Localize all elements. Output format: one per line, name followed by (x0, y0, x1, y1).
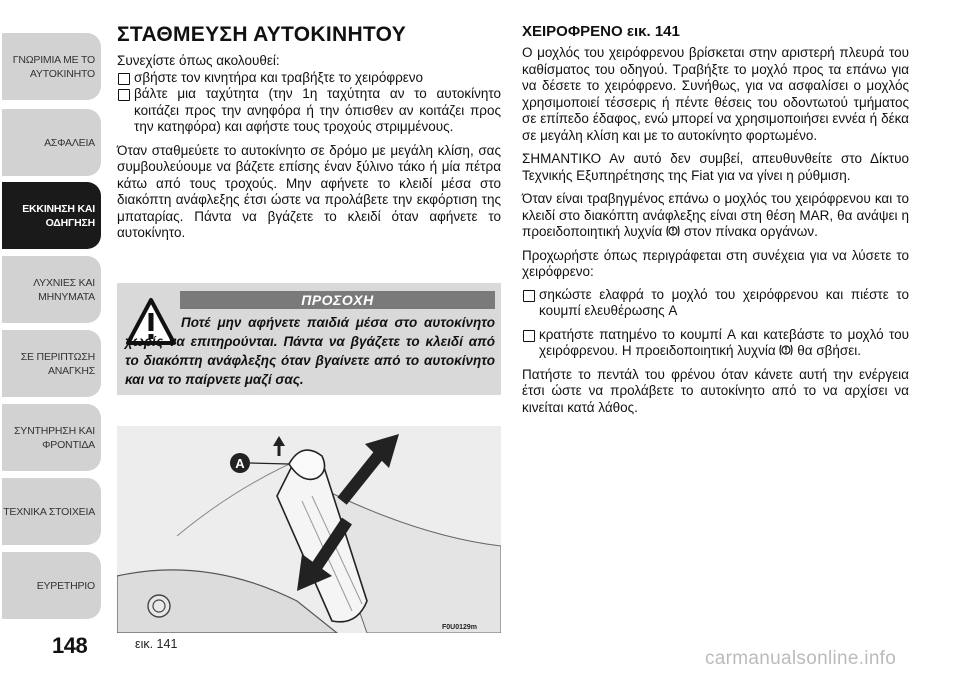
sidebar-tab-label: ΕΚΚΙΝΗΣΗ ΚΑΙ ΟΔΗΓΗΣΗ (22, 202, 95, 229)
sidebar-tab-emergency[interactable] (2, 330, 101, 397)
callout-a-label: A (235, 456, 245, 471)
warning-text: Ποτέ μην αφήνετε παιδιά μέσα στο αυτοκίνητο χωρίς να επιτηρούνται. Πάντα να βγάζετε το κλειδί από το διακόπτη ανάφλεξης όταν βγαίνετε από το αυτοκίνητο και να το παίρνετε μαζί σας. (125, 315, 495, 387)
sidebar-tab-label: ΛΥΧΝΙΕΣ ΚΑΙ ΜΗΝΥΜΑΤΑ (33, 276, 95, 303)
important-note: ΣΗΜΑΝΤΙΚΟ Αν αυτό δεν συμβεί, απευθυνθείτε στο Δίκτυο Τεχνικής Εξυπηρέτησης της Fiat για να γίνει η ρύθμιση. (522, 151, 909, 183)
figure-caption: εικ. 141 (135, 637, 178, 651)
body-paragraph: Ο μοχλός του χειρόφρενου βρίσκεται στην αριστερή πλευρά του καθίσματος του οδηγού. Τραβήξτε το μοχλό προς τα επάνω για να δέσετε το χειρόφρενο. Συνήθως, για να ασφαλίσει ο μοχλός χρησιμοποιεί τέσσερις ή πέντε θέσεις του οδοντωτού τμήματος σε επίπεδο έδαφος, ενώ μπορεί να χρησιμοποιήσει εννέα ή δέκα σε μεγάλη κλίση και με το αυτοκίνητο φορτωμένο. (522, 45, 909, 143)
sidebar-tab-label: ΓΝΩΡΙΜΙΑ ΜΕ ΤΟ ΑΥΤΟΚΙΝΗΤΟ (12, 53, 95, 80)
section-title-handbrake: ΧΕΙΡΟΦΡΕΝΟ εικ. 141 (522, 23, 680, 40)
warning-header: ΠΡΟΣΟΧΗ (180, 291, 495, 309)
body-paragraph: Πατήστε το πεντάλ του φρένου όταν κάνετε αυτή την ενέργεια έτσι ώστε να προλάβετε το αυτοκίνητο από το να αρχίσει να κινείται κατά λάθος. (522, 366, 909, 415)
sidebar-tab-label: ΣΕ ΠΕΡΙΠΤΩΣΗ ΑΝΑΓΚΗΣ (20, 350, 95, 377)
page-number: 148 (52, 633, 88, 658)
figure-code: F0U0129m (442, 624, 478, 631)
body-paragraph: Όταν σταθμεύετε το αυτοκίνητο σε δρόμο με μεγάλη κλίση, σας συμβουλεύουμε να βάζετε επίσης έναν ξύλινο τάκο ή μία πέτρα κάτω από τους τροχούς. Μην αφήνετε το κλειδί μέσα στο διακόπτη ανάφλεξης έτσι ώστε να προλάβετε την εκφόρτιση της μπαταρίας. Πάντα να βγάζετε το κλειδί όταν αφήνετε το αυτοκίνητο. (117, 142, 501, 240)
text-segment: στον πίνακα οργάνων. (683, 224, 818, 239)
watermark-url: carmanualsonline.info (705, 648, 897, 669)
bullet-item: βάλτε μια ταχύτητα (την 1η ταχύτητα αν το αυτοκίνητο κοιτάζει προς την ανηφόρα ή την όπισθεν αν κοιτάζει προς την κατηφόρα) και αφήστε τους τροχούς στριμμένους. (117, 86, 501, 136)
warning-box (117, 283, 501, 395)
text-segment: Όταν είναι τραβηγμένος επάνω ο μοχλός του χειρόφρενου και το κλειδί στο διακόπτη ανάφλεξης είναι στη θέση MAR, θα ανάψει η προειδοποιητική λυχνία (522, 191, 909, 239)
section-title-parking: ΣΤΑΘΜΕΥΣΗ ΑΥΤΟΚΙΝΗΤΟΥ (117, 23, 407, 46)
sidebar-tab-index[interactable] (2, 552, 101, 619)
handbrake-figure (117, 426, 501, 633)
sidebar-tab-maintenance[interactable] (2, 404, 101, 471)
body-paragraph (522, 191, 909, 241)
bullet-item: σβήστε τον κινητήρα και τραβήξτε το χειρόφρενο (117, 70, 501, 87)
sidebar-tab-warning-lights[interactable] (2, 256, 101, 323)
intro-text: Συνεχίστε όπως ακολουθεί: (117, 53, 280, 68)
body-paragraph: Προχωρήστε όπως περιγράφεται στη συνέχεια για να λύσετε το χειρόφρενο: (522, 247, 909, 279)
left-column (117, 23, 501, 249)
arrow-up-icon (342, 434, 399, 501)
sidebar-tab-safety[interactable] (2, 109, 101, 176)
sidebar-tab-starting-driving[interactable] (2, 182, 101, 249)
bullet-item: σηκώστε ελαφρά το μοχλό του χειρόφρενου και πιέστε το κουμπί ελευθέρωσης A (522, 287, 909, 320)
sidebar-tab-label: ΤΕΧΝΙΚΑ ΣΤΟΙΧΕΙΑ (3, 505, 95, 518)
sidebar-tab-label: ΕΥΡΕΤΗΡΙΟ (36, 579, 95, 592)
handbrake-warning-lamp-icon (666, 225, 680, 237)
handbrake-warning-lamp-icon (779, 344, 793, 356)
handbrake-illustration (117, 426, 501, 633)
sidebar-tab-label: ΑΣΦΑΛΕΙΑ (44, 136, 95, 149)
sidebar-tab-getting-to-know[interactable] (2, 33, 101, 100)
sidebar-tab-label: ΣΥΝΤΗΡΗΣΗ ΚΑΙ ΦΡΟΝΤΙΔΑ (14, 424, 95, 451)
text-segment: θα σβήσει. (797, 343, 861, 358)
sidebar-tab-technical-data[interactable] (2, 478, 101, 545)
text-segment: κρατήστε πατημένο το κουμπί A και κατεβάστε το μοχλό του χειρόφρενου. Η προειδοποιητική λυχνία (539, 326, 909, 358)
right-column (522, 23, 909, 423)
bullet-item (522, 327, 909, 360)
